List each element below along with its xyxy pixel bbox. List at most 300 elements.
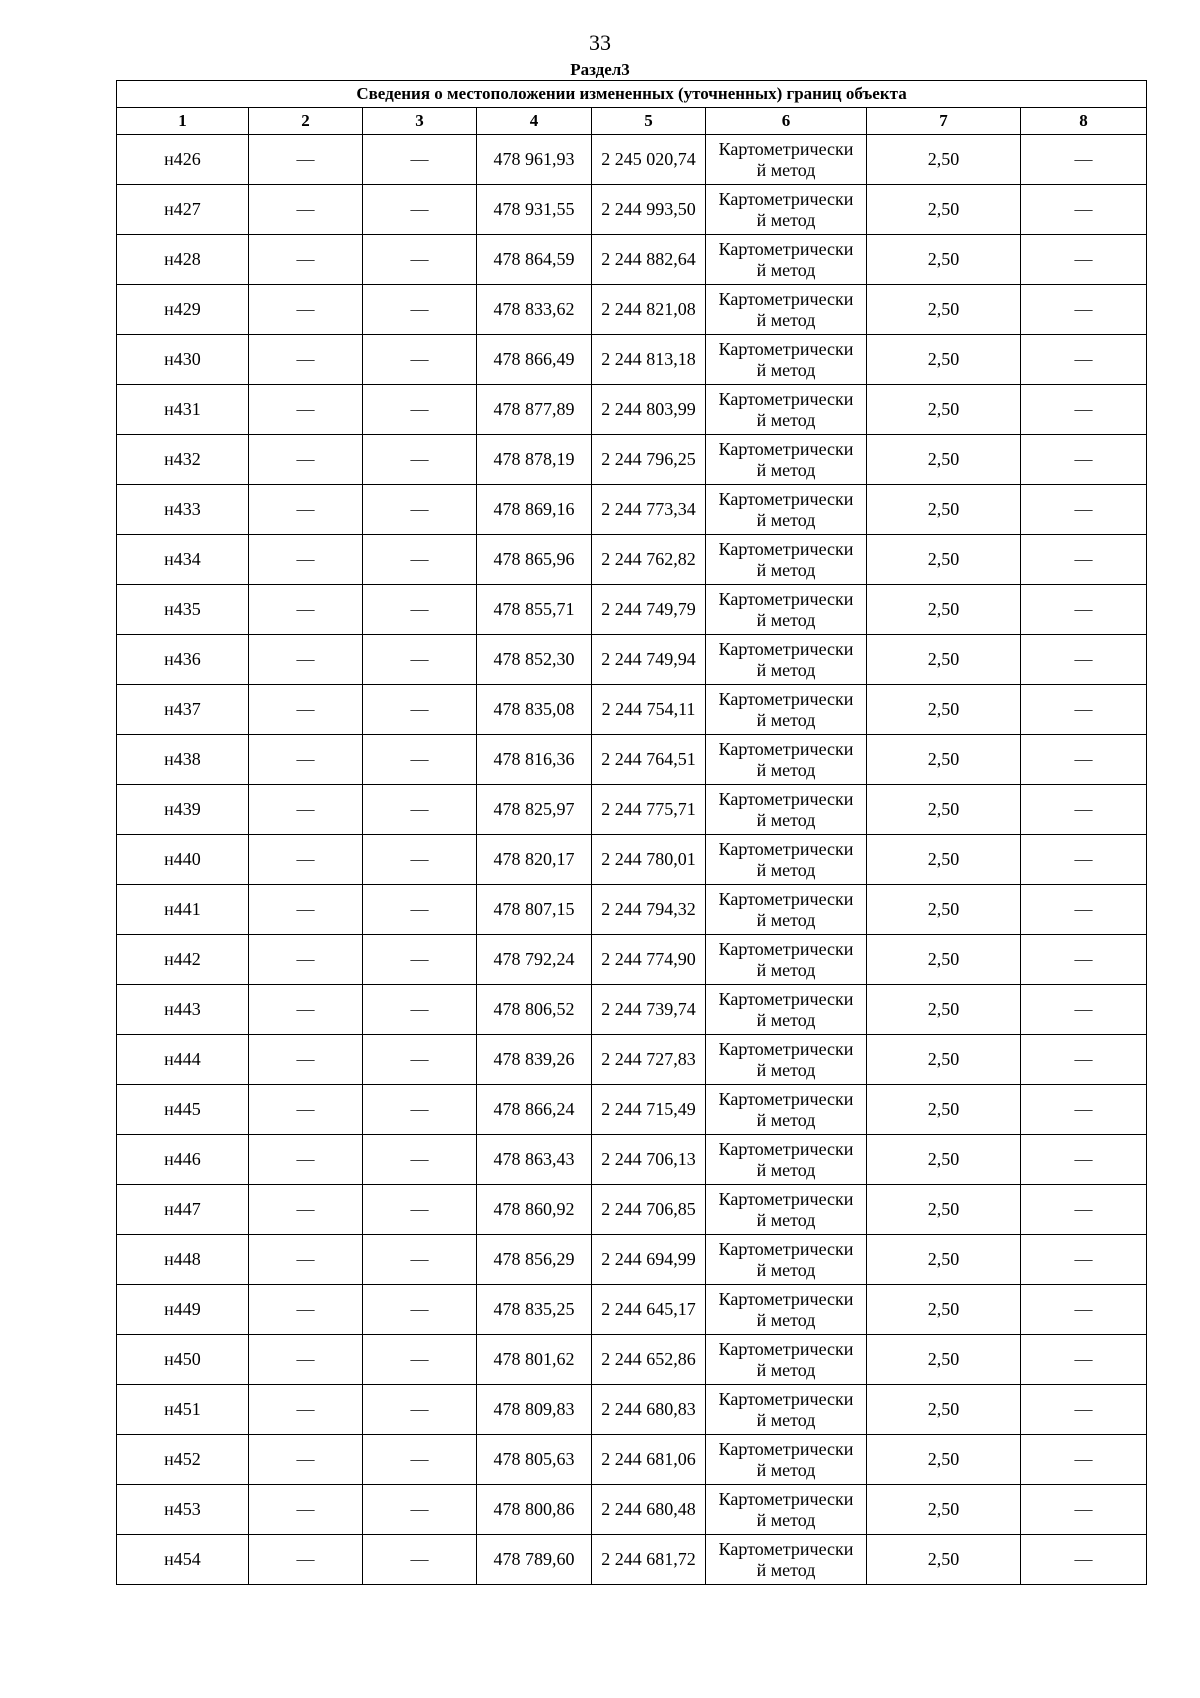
- accuracy-value: 2,50: [867, 635, 1021, 685]
- table-row: [117, 1135, 1147, 1185]
- col3-value: —: [363, 285, 477, 335]
- method-line-1: Картометрически: [718, 238, 854, 259]
- method-line-1: Картометрически: [718, 788, 854, 809]
- y-coordinate: 2 244 774,90: [592, 935, 706, 985]
- y-coordinate: 2 244 773,34: [592, 485, 706, 535]
- accuracy-value: 2,50: [867, 1435, 1021, 1485]
- method-line-1: Картометрически: [718, 1138, 854, 1159]
- method-line-2: й метод: [756, 159, 816, 180]
- method-cell: [706, 585, 867, 635]
- y-coordinate: 2 244 764,51: [592, 735, 706, 785]
- col2-value: —: [249, 535, 363, 585]
- accuracy-value: 2,50: [867, 385, 1021, 435]
- accuracy-value: 2,50: [867, 1135, 1021, 1185]
- method-cell: [706, 385, 867, 435]
- accuracy-value: 2,50: [867, 935, 1021, 985]
- method-line-2: й метод: [756, 1559, 816, 1580]
- col2-value: —: [249, 885, 363, 935]
- table-row: [117, 635, 1147, 685]
- method-line-2: й метод: [756, 709, 816, 730]
- point-name: н429: [117, 285, 249, 335]
- x-coordinate: 478 816,36: [477, 735, 592, 785]
- column-number-3: 3: [363, 108, 477, 135]
- point-name: н442: [117, 935, 249, 985]
- col8-value: —: [1021, 985, 1147, 1035]
- method-cell: [706, 635, 867, 685]
- method-line-2: й метод: [756, 459, 816, 480]
- col8-value: —: [1021, 1185, 1147, 1235]
- col8-value: —: [1021, 735, 1147, 785]
- method-line-2: й метод: [756, 209, 816, 230]
- method-line-2: й метод: [756, 759, 816, 780]
- y-coordinate: 2 244 652,86: [592, 1335, 706, 1385]
- column-number-5: 5: [592, 108, 706, 135]
- col2-value: —: [249, 485, 363, 535]
- col8-value: —: [1021, 235, 1147, 285]
- col8-value: —: [1021, 935, 1147, 985]
- method-line-2: й метод: [756, 909, 816, 930]
- col3-value: —: [363, 1035, 477, 1085]
- point-name: н450: [117, 1335, 249, 1385]
- method-line-2: й метод: [756, 809, 816, 830]
- point-name: н444: [117, 1035, 249, 1085]
- col8-value: —: [1021, 1085, 1147, 1135]
- col8-value: —: [1021, 135, 1147, 185]
- accuracy-value: 2,50: [867, 1035, 1021, 1085]
- x-coordinate: 478 789,60: [477, 1535, 592, 1585]
- table-row: [117, 235, 1147, 285]
- table-row: [117, 1535, 1147, 1585]
- col8-value: —: [1021, 1135, 1147, 1185]
- accuracy-value: 2,50: [867, 585, 1021, 635]
- accuracy-value: 2,50: [867, 435, 1021, 485]
- method-line-2: й метод: [756, 1159, 816, 1180]
- table-row: [117, 1035, 1147, 1085]
- x-coordinate: 478 855,71: [477, 585, 592, 635]
- point-name: н431: [117, 385, 249, 435]
- y-coordinate: 2 244 645,17: [592, 1285, 706, 1335]
- y-coordinate: 2 244 680,48: [592, 1485, 706, 1535]
- method-line-1: Картометрически: [718, 1238, 854, 1259]
- col8-value: —: [1021, 1335, 1147, 1385]
- point-name: н430: [117, 335, 249, 385]
- y-coordinate: 2 244 754,11: [592, 685, 706, 735]
- point-name: н446: [117, 1135, 249, 1185]
- col3-value: —: [363, 235, 477, 285]
- col8-value: —: [1021, 1485, 1147, 1535]
- col3-value: —: [363, 885, 477, 935]
- table-row: [117, 1085, 1147, 1135]
- point-name: н448: [117, 1235, 249, 1285]
- col3-value: —: [363, 1085, 477, 1135]
- method-line-1: Картометрически: [718, 1538, 854, 1559]
- col3-value: —: [363, 935, 477, 985]
- method-line-1: Картометрически: [718, 388, 854, 409]
- point-name: н437: [117, 685, 249, 735]
- method-cell: [706, 1285, 867, 1335]
- y-coordinate: 2 244 727,83: [592, 1035, 706, 1085]
- point-name: н428: [117, 235, 249, 285]
- method-cell: [706, 985, 867, 1035]
- col3-value: —: [363, 835, 477, 885]
- col2-value: —: [249, 1535, 363, 1585]
- point-name: н434: [117, 535, 249, 585]
- col3-value: —: [363, 1435, 477, 1485]
- table-row: [117, 735, 1147, 785]
- col2-value: —: [249, 1285, 363, 1335]
- accuracy-value: 2,50: [867, 785, 1021, 835]
- point-name: н435: [117, 585, 249, 635]
- col8-value: —: [1021, 335, 1147, 385]
- col3-value: —: [363, 1535, 477, 1585]
- method-cell: [706, 335, 867, 385]
- method-line-2: й метод: [756, 259, 816, 280]
- method-line-1: Картометрически: [718, 288, 854, 309]
- x-coordinate: 478 878,19: [477, 435, 592, 485]
- col8-value: —: [1021, 1285, 1147, 1335]
- col8-value: —: [1021, 835, 1147, 885]
- col2-value: —: [249, 1185, 363, 1235]
- accuracy-value: 2,50: [867, 185, 1021, 235]
- y-coordinate: 2 244 715,49: [592, 1085, 706, 1135]
- method-line-2: й метод: [756, 309, 816, 330]
- method-line-2: й метод: [756, 359, 816, 380]
- col8-value: —: [1021, 585, 1147, 635]
- method-cell: [706, 1335, 867, 1385]
- method-cell: [706, 885, 867, 935]
- col8-value: —: [1021, 535, 1147, 585]
- x-coordinate: 478 931,55: [477, 185, 592, 235]
- method-line-1: Картометрически: [718, 688, 854, 709]
- accuracy-value: 2,50: [867, 135, 1021, 185]
- point-name: н427: [117, 185, 249, 235]
- method-cell: [706, 685, 867, 735]
- method-cell: [706, 1535, 867, 1585]
- method-cell: [706, 1385, 867, 1435]
- col2-value: —: [249, 1085, 363, 1135]
- method-cell: [706, 835, 867, 885]
- table-row: [117, 1435, 1147, 1485]
- method-line-2: й метод: [756, 1259, 816, 1280]
- x-coordinate: 478 820,17: [477, 835, 592, 885]
- col2-value: —: [249, 935, 363, 985]
- accuracy-value: 2,50: [867, 835, 1021, 885]
- col3-value: —: [363, 385, 477, 435]
- column-number-4: 4: [477, 108, 592, 135]
- method-line-1: Картометрически: [718, 1388, 854, 1409]
- y-coordinate: 2 244 681,72: [592, 1535, 706, 1585]
- table-caption: Сведения о местоположении измененных (уточненных) границ объекта: [117, 81, 1147, 108]
- x-coordinate: 478 869,16: [477, 485, 592, 535]
- method-cell: [706, 1035, 867, 1085]
- point-name: н449: [117, 1285, 249, 1335]
- column-number-8: 8: [1021, 108, 1147, 135]
- col2-value: —: [249, 1135, 363, 1185]
- method-line-2: й метод: [756, 1309, 816, 1330]
- col8-value: —: [1021, 1235, 1147, 1285]
- table-row: [117, 435, 1147, 485]
- y-coordinate: 2 244 821,08: [592, 285, 706, 335]
- col2-value: —: [249, 1485, 363, 1535]
- method-line-1: Картометрически: [718, 338, 854, 359]
- method-cell: [706, 485, 867, 535]
- method-line-1: Картометрически: [718, 938, 854, 959]
- y-coordinate: 2 245 020,74: [592, 135, 706, 185]
- y-coordinate: 2 244 796,25: [592, 435, 706, 485]
- y-coordinate: 2 244 993,50: [592, 185, 706, 235]
- x-coordinate: 478 839,26: [477, 1035, 592, 1085]
- method-cell: [706, 1135, 867, 1185]
- y-coordinate: 2 244 882,64: [592, 235, 706, 285]
- accuracy-value: 2,50: [867, 485, 1021, 535]
- method-line-1: Картометрически: [718, 638, 854, 659]
- method-line-2: й метод: [756, 1109, 816, 1130]
- column-number-1: 1: [117, 108, 249, 135]
- method-line-1: Картометрически: [718, 488, 854, 509]
- point-name: н454: [117, 1535, 249, 1585]
- col2-value: —: [249, 1235, 363, 1285]
- table-row: [117, 1285, 1147, 1335]
- method-line-2: й метод: [756, 1359, 816, 1380]
- table-row: [117, 785, 1147, 835]
- method-line-2: й метод: [756, 1459, 816, 1480]
- y-coordinate: 2 244 680,83: [592, 1385, 706, 1435]
- method-cell: [706, 235, 867, 285]
- y-coordinate: 2 244 780,01: [592, 835, 706, 885]
- col2-value: —: [249, 735, 363, 785]
- accuracy-value: 2,50: [867, 1535, 1021, 1585]
- accuracy-value: 2,50: [867, 335, 1021, 385]
- accuracy-value: 2,50: [867, 285, 1021, 335]
- table-row: [117, 885, 1147, 935]
- method-line-2: й метод: [756, 409, 816, 430]
- col8-value: —: [1021, 185, 1147, 235]
- col2-value: —: [249, 635, 363, 685]
- method-line-1: Картометрически: [718, 988, 854, 1009]
- table-row: [117, 1385, 1147, 1435]
- table-row: [117, 835, 1147, 885]
- x-coordinate: 478 835,25: [477, 1285, 592, 1335]
- x-coordinate: 478 864,59: [477, 235, 592, 285]
- x-coordinate: 478 807,15: [477, 885, 592, 935]
- x-coordinate: 478 800,86: [477, 1485, 592, 1535]
- point-name: н436: [117, 635, 249, 685]
- page-number: 33: [589, 30, 611, 55]
- x-coordinate: 478 877,89: [477, 385, 592, 435]
- method-line-1: Картометрически: [718, 1338, 854, 1359]
- accuracy-value: 2,50: [867, 985, 1021, 1035]
- col2-value: —: [249, 435, 363, 485]
- col3-value: —: [363, 1335, 477, 1385]
- method-cell: [706, 135, 867, 185]
- y-coordinate: 2 244 749,79: [592, 585, 706, 635]
- method-line-1: Картометрически: [718, 538, 854, 559]
- method-line-2: й метод: [756, 559, 816, 580]
- method-cell: [706, 1185, 867, 1235]
- col2-value: —: [249, 335, 363, 385]
- col2-value: —: [249, 835, 363, 885]
- table-row: [117, 385, 1147, 435]
- method-cell: [706, 785, 867, 835]
- col8-value: —: [1021, 885, 1147, 935]
- table-row: [117, 485, 1147, 535]
- accuracy-value: 2,50: [867, 885, 1021, 935]
- x-coordinate: 478 825,97: [477, 785, 592, 835]
- column-number-row: [117, 108, 1147, 135]
- y-coordinate: 2 244 739,74: [592, 985, 706, 1035]
- method-cell: [706, 1235, 867, 1285]
- point-name: н451: [117, 1385, 249, 1435]
- x-coordinate: 478 852,30: [477, 635, 592, 685]
- x-coordinate: 478 865,96: [477, 535, 592, 585]
- column-number-7: 7: [867, 108, 1021, 135]
- col3-value: —: [363, 685, 477, 735]
- method-line-2: й метод: [756, 1509, 816, 1530]
- method-line-1: Картометрически: [718, 1088, 854, 1109]
- col2-value: —: [249, 1035, 363, 1085]
- point-name: н439: [117, 785, 249, 835]
- point-name: н447: [117, 1185, 249, 1235]
- method-cell: [706, 185, 867, 235]
- point-name: н452: [117, 1435, 249, 1485]
- x-coordinate: 478 835,08: [477, 685, 592, 735]
- accuracy-value: 2,50: [867, 1335, 1021, 1385]
- accuracy-value: 2,50: [867, 1085, 1021, 1135]
- method-cell: [706, 1435, 867, 1485]
- accuracy-value: 2,50: [867, 1485, 1021, 1535]
- table-caption-row: [117, 81, 1147, 108]
- col8-value: —: [1021, 785, 1147, 835]
- col2-value: —: [249, 1385, 363, 1435]
- accuracy-value: 2,50: [867, 735, 1021, 785]
- col3-value: —: [363, 585, 477, 635]
- method-cell: [706, 1485, 867, 1535]
- col3-value: —: [363, 1385, 477, 1435]
- accuracy-value: 2,50: [867, 1185, 1021, 1235]
- col3-value: —: [363, 785, 477, 835]
- col2-value: —: [249, 135, 363, 185]
- table-row: [117, 285, 1147, 335]
- y-coordinate: 2 244 775,71: [592, 785, 706, 835]
- method-line-1: Картометрически: [718, 888, 854, 909]
- col3-value: —: [363, 1485, 477, 1535]
- accuracy-value: 2,50: [867, 1285, 1021, 1335]
- col3-value: —: [363, 735, 477, 785]
- point-name: н443: [117, 985, 249, 1035]
- x-coordinate: 478 806,52: [477, 985, 592, 1035]
- point-name: н453: [117, 1485, 249, 1535]
- method-cell: [706, 935, 867, 985]
- col3-value: —: [363, 535, 477, 585]
- point-name: н441: [117, 885, 249, 935]
- accuracy-value: 2,50: [867, 1385, 1021, 1435]
- table-row: [117, 535, 1147, 585]
- method-line-1: Картометрически: [718, 438, 854, 459]
- col2-value: —: [249, 785, 363, 835]
- table-row: [117, 335, 1147, 385]
- y-coordinate: 2 244 762,82: [592, 535, 706, 585]
- method-cell: [706, 1085, 867, 1135]
- col3-value: —: [363, 1285, 477, 1335]
- accuracy-value: 2,50: [867, 535, 1021, 585]
- method-line-1: Картометрически: [718, 138, 854, 159]
- col2-value: —: [249, 235, 363, 285]
- method-line-2: й метод: [756, 859, 816, 880]
- point-name: н438: [117, 735, 249, 785]
- col2-value: —: [249, 285, 363, 335]
- x-coordinate: 478 833,62: [477, 285, 592, 335]
- col2-value: —: [249, 185, 363, 235]
- col8-value: —: [1021, 1385, 1147, 1435]
- y-coordinate: 2 244 706,85: [592, 1185, 706, 1235]
- method-line-1: Картометрически: [718, 1038, 854, 1059]
- method-line-1: Картометрически: [718, 1438, 854, 1459]
- col2-value: —: [249, 685, 363, 735]
- col8-value: —: [1021, 285, 1147, 335]
- col3-value: —: [363, 635, 477, 685]
- method-line-2: й метод: [756, 1059, 816, 1080]
- x-coordinate: 478 856,29: [477, 1235, 592, 1285]
- method-line-2: й метод: [756, 1009, 816, 1030]
- col3-value: —: [363, 335, 477, 385]
- method-line-1: Картометрически: [718, 188, 854, 209]
- col2-value: —: [249, 385, 363, 435]
- col3-value: —: [363, 135, 477, 185]
- method-line-2: й метод: [756, 659, 816, 680]
- method-line-1: Картометрически: [718, 1288, 854, 1309]
- point-name: н426: [117, 135, 249, 185]
- point-name: н432: [117, 435, 249, 485]
- x-coordinate: 478 860,92: [477, 1185, 592, 1235]
- method-cell: [706, 435, 867, 485]
- table-row: [117, 1485, 1147, 1535]
- table-row: [117, 985, 1147, 1035]
- y-coordinate: 2 244 803,99: [592, 385, 706, 435]
- y-coordinate: 2 244 681,06: [592, 1435, 706, 1485]
- accuracy-value: 2,50: [867, 235, 1021, 285]
- x-coordinate: 478 866,24: [477, 1085, 592, 1135]
- x-coordinate: 478 805,63: [477, 1435, 592, 1485]
- point-name: н440: [117, 835, 249, 885]
- table-row: [117, 585, 1147, 635]
- col2-value: —: [249, 1435, 363, 1485]
- table-row: [117, 1335, 1147, 1385]
- method-line-2: й метод: [756, 959, 816, 980]
- method-line-2: й метод: [756, 1209, 816, 1230]
- method-line-1: Картометрически: [718, 1488, 854, 1509]
- method-cell: [706, 735, 867, 785]
- col8-value: —: [1021, 435, 1147, 485]
- y-coordinate: 2 244 706,13: [592, 1135, 706, 1185]
- x-coordinate: 478 801,62: [477, 1335, 592, 1385]
- y-coordinate: 2 244 813,18: [592, 335, 706, 385]
- col3-value: —: [363, 1135, 477, 1185]
- table-row: [117, 1185, 1147, 1235]
- method-line-2: й метод: [756, 1409, 816, 1430]
- point-name: н433: [117, 485, 249, 535]
- method-line-1: Картометрически: [718, 738, 854, 759]
- col2-value: —: [249, 585, 363, 635]
- col8-value: —: [1021, 385, 1147, 435]
- col2-value: —: [249, 985, 363, 1035]
- method-line-1: Картометрически: [718, 588, 854, 609]
- col3-value: —: [363, 985, 477, 1035]
- coordinates-table: [116, 80, 1147, 1585]
- y-coordinate: 2 244 694,99: [592, 1235, 706, 1285]
- table-row: [117, 185, 1147, 235]
- col3-value: —: [363, 485, 477, 535]
- table-row: [117, 685, 1147, 735]
